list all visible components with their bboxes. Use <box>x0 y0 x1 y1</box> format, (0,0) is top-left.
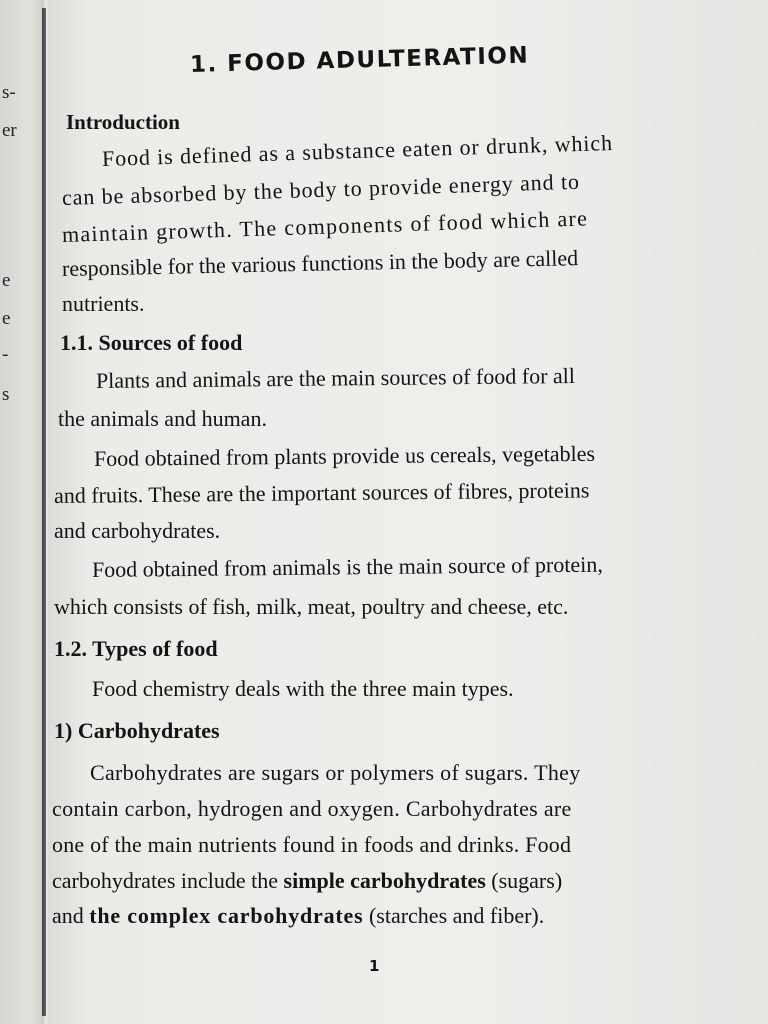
emphasis-simple-carbohydrates: simple carbohydrates <box>283 868 486 893</box>
paragraph-line: can be absorbed by the body to provide energy and to <box>61 168 581 210</box>
paragraph-line: Food obtained from plants provide us cereals, vegetables <box>93 440 596 471</box>
paragraph-line: the animals and human. <box>58 406 267 431</box>
paragraph-line: Carbohydrates are sugars or polymers of sugars. They <box>90 760 581 785</box>
paragraph-line: Food chemistry deals with the three main types. <box>92 676 514 701</box>
facing-page-fragment: er <box>2 120 17 141</box>
facing-page-fragment: s- <box>2 82 16 103</box>
paragraph-line: Plants and animals are the main sources of food for all <box>95 362 576 393</box>
section-heading-types: 1.2. Types of food <box>54 636 218 661</box>
paragraph-line <box>52 868 562 894</box>
book-spine-shadow <box>42 8 46 1016</box>
text-run: (sugars) <box>485 868 563 893</box>
text-run: (starches and fiber). <box>363 903 545 928</box>
paragraph-line: responsible for the various functions in the body are called <box>61 245 579 281</box>
text-run: and <box>52 903 90 928</box>
page-number: 1 <box>369 957 380 975</box>
book-page <box>48 0 768 1024</box>
chapter-title: 1. FOOD ADULTERATION <box>189 42 530 78</box>
text-run: carbohydrates include the <box>52 868 284 893</box>
paragraph-line: one of the main nutrients found in foods and drinks. Food <box>52 832 572 857</box>
paragraph-line: Food is defined as a substance eaten or drunk, which <box>101 129 614 171</box>
paragraph-line: maintain growth. The components of food which are <box>61 205 589 247</box>
facing-page-fragment: e <box>2 270 11 291</box>
paragraph-line <box>52 903 544 929</box>
section-heading-sources: 1.1. Sources of food <box>60 330 243 355</box>
section-heading-introduction: Introduction <box>66 110 180 134</box>
emphasis-complex-carbohydrates: the complex carbohydrates <box>89 903 364 928</box>
facing-page-fragment: e <box>2 308 11 329</box>
facing-page-fragment: s <box>2 384 10 405</box>
paragraph-line: and carbohydrates. <box>54 518 221 543</box>
facing-page-fragment: - <box>2 344 9 365</box>
paragraph-line: Food obtained from animals is the main source of protein, <box>91 551 603 582</box>
subsection-heading-carbohydrates: 1) Carbohydrates <box>54 718 220 743</box>
paragraph-line: which consists of fish, milk, meat, poultry and cheese, etc. <box>54 594 569 619</box>
paragraph-line: and fruits. These are the important sources of fibres, proteins <box>53 477 590 508</box>
paragraph-line: contain carbon, hydrogen and oxygen. Carbohydrates are <box>52 796 572 821</box>
paragraph-line: nutrients. <box>62 291 145 316</box>
facing-page-margin <box>0 0 44 1024</box>
